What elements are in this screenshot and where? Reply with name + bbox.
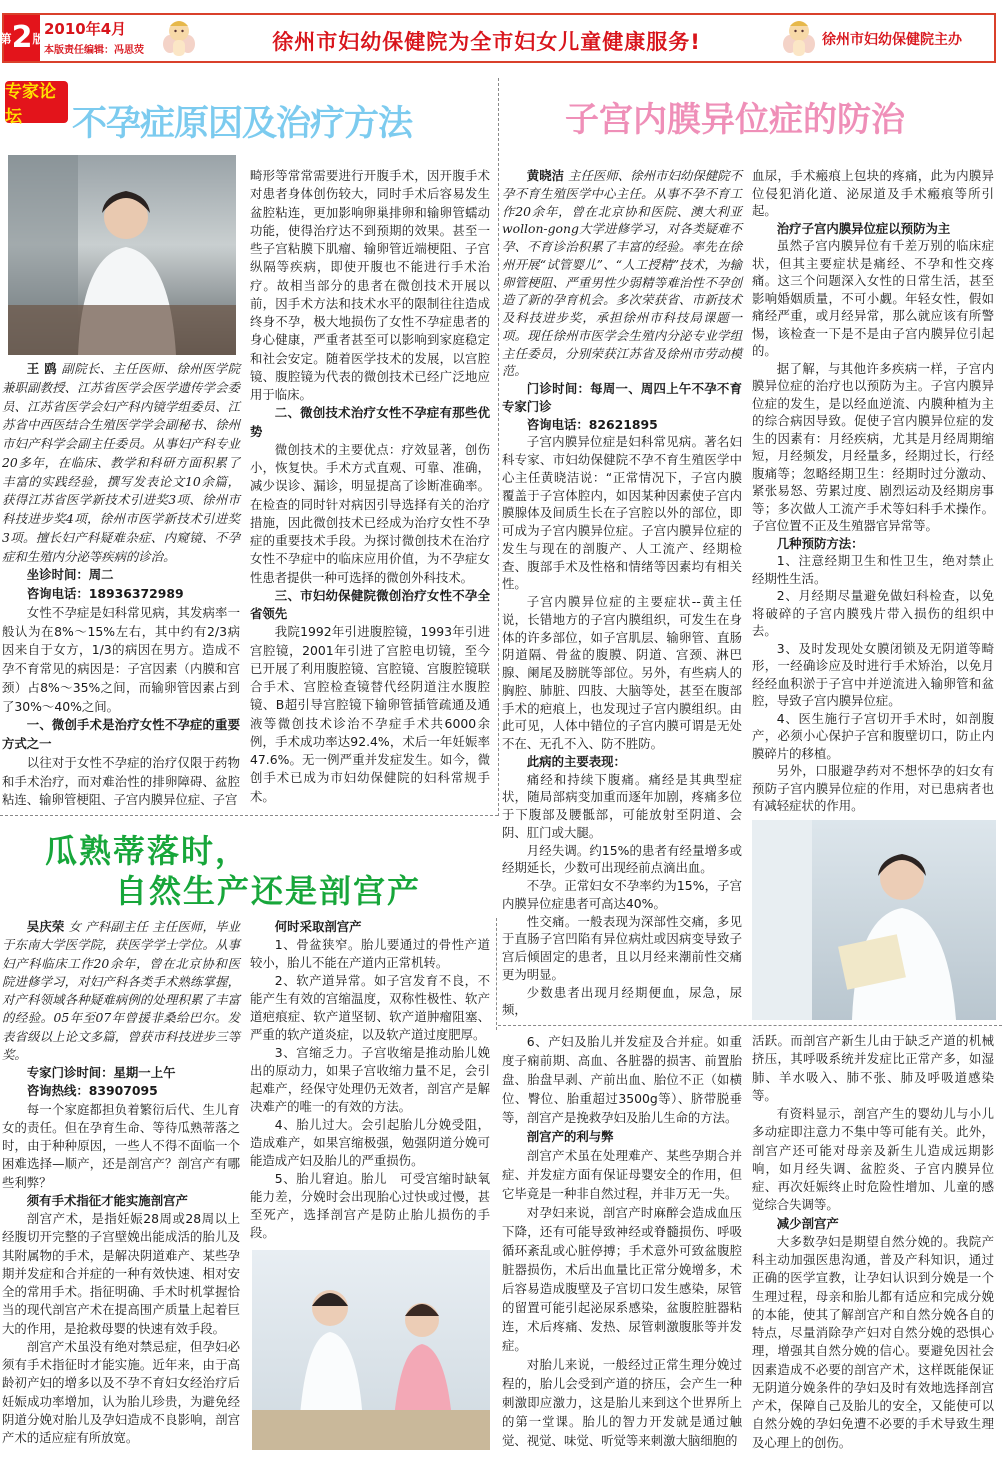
paragraph [2, 754, 240, 810]
paragraph-text: 我院1992年引进腹腔镜，1993年引进宫腔镜，2001年引进了宫腔电切镜，至今已开展了利用腹腔镜、宫腔镜、宫腹腔镜联合手术、宫腔检查镜替代经阴道注水腹腔镜、B超引导宫腔镜下输卵管插管疏通及通液等微创技术诊治不孕症手术共6000余例，手术成功率达92.4%，术后一年妊娠率47.6%。无一例严重并发症发生。如今，微创手术已成为市妇幼保健院的妇科常规手术。 [250, 624, 490, 804]
paragraph [250, 1116, 490, 1170]
paragraph [752, 360, 994, 535]
paragraph-text: 血尿，手术瘢痕上包块的疼痛，此为内膜异位侵犯消化道、泌尿道及手术瘢痕等所引起。 [752, 168, 994, 218]
paragraph-text: 专家门诊时间：星期一上午 [26, 1065, 176, 1080]
paragraph-text: 副院长、主任医师、徐州医学院兼职副教授、江苏省医学会医学遗传学会委员、江苏省医学会妇产科内镜学组委员、江苏省中西医结合生殖医学学会副秘书、徐州市妇产科学会副主任委员。从事妇产科专业20多年，在临床、教学和科研方面积累了丰富的实践经验，撰写发表论文10余篇，获得江苏省医学新技术引进奖3项、徐州市科技进步奖4项，徐州市医学新技术引进奖3项。擅长妇产科疑难杂症、内窥镜、不孕症和生殖内分泌等疾病的诊治。 [2, 361, 240, 564]
paragraph [502, 593, 742, 753]
paragraph [752, 1233, 994, 1452]
angel-icon [782, 16, 816, 60]
paragraph-text: 3、宫缩乏力。子宫收缩是推动胎儿娩出的原动力，如果子宫收缩力量不足，会引起难产，经保守处理仍无效者，剖宫产是解决难产的唯一的有效的方法。 [250, 1045, 490, 1114]
doctor-bio [2, 360, 240, 566]
edition-prefix: 第 [0, 31, 12, 46]
paragraph [502, 984, 742, 1020]
paragraph-text: 子宫内膜异位症是妇科常见病。著名妇科专家、市妇幼保健院不孕不育生殖医学中心主任黄晓洁说：“正常情况下，子宫内膜覆盖于子宫体腔内，如因某种因素使子宫内膜腺体及间质生长在子宫腔以外的部位，即可成为子宫内膜异位症。子宫内膜异位症的发生与现在的剖腹产、人工流产、经期检查、腹部手术及性格和情绪等因素均有相关性。 [502, 434, 742, 592]
paragraph-text: 少数患者出现月经期便血，尿急，尿频， [502, 984, 742, 1018]
contact-info [2, 585, 240, 604]
paragraph [2, 1210, 240, 1338]
contact-info [2, 566, 240, 585]
contact-info [2, 1064, 240, 1082]
column-divider [498, 78, 499, 816]
section-heading [752, 535, 994, 553]
paragraph-text: 二、微创技术治疗女性不孕症有那些优势 [250, 405, 490, 439]
contact-info [502, 416, 742, 434]
paragraph [502, 433, 742, 593]
paragraph [502, 771, 742, 842]
paragraph-text: 另外，口服避孕药对不想怀孕的妇女有预防子宫内膜异位症的作用，对已患病者也有减轻症状的作用。 [752, 763, 994, 813]
paragraph-text: 剖宫产术，是指妊娠28周或28周以上经腹切开完整的子宫壁娩出能成活的胎儿及其附属物的手术，是解决阴道难产、某些孕期并发症和合并症的一种有效快速、相对安全的常用手术。指征明确、手术时机掌握恰当的现代剖宫产术在提高围产质量上起着巨大的作用，是抢救母婴的快速有效手段。 [2, 1211, 240, 1336]
article-column [250, 918, 490, 1242]
angel-icon [162, 16, 196, 60]
paragraph-text: 月经失调。约15%的患者有经量增多或经期延长，少数可出现经前点滴出血。 [502, 842, 742, 876]
paragraph-text: 咨询电话：18936372989 [26, 586, 184, 601]
paragraph [502, 842, 742, 878]
paragraph-text: 坐诊时间：周二 [26, 567, 114, 583]
paragraph-text: 门诊时间：每周一、周四上午不孕不育专家门诊 [502, 381, 742, 414]
article-title-cesarean-line1: 瓜熟蒂落时， [45, 832, 250, 870]
paragraph [752, 1105, 994, 1215]
paragraph-text: 2、软产道异常。如子宫发育不良，不能产生有效的宫缩温度，双称性极性、软产道疤痕症、软产道坚韧、软产道肿瘤阻塞、严重的软产道炎症，以及软产道过度肥厚。 [250, 973, 490, 1042]
paragraph-text: 每一个家庭都担负着繁衍后代、生儿育女的责任。但在孕育生命、等待瓜熟蒂落之时，由于种种原因，一些人不得不面临一个困难选择—顺产，还是剖宫产？剖宫产有哪些利弊？ [2, 1101, 240, 1190]
paragraph [250, 972, 490, 1044]
paragraph-text: 女性不孕症是妇科常见病，其发病率一般认为在8%～15%左右，其中约有2/3病因来自于女方，1/3的病因在男方。造成不孕不育常见的病因是：子宫因素（内膜和宫颈）占8%～35%之间，而输卵管因素占到了30%～40%之间。 [2, 604, 240, 714]
paragraph-text: 1、注意经期卫生和性卫生，绝对禁止经期性生活。 [752, 553, 994, 586]
paragraph-text: 4、胎儿过大。会引起胎儿分娩受阻，造成难产，如果宫缩极强，勉强阴道分娩可能造成产妇及胎儿的严重损伤。 [250, 1117, 490, 1168]
section-heading [250, 918, 490, 936]
article-column [2, 918, 240, 1447]
masthead [2, 13, 996, 63]
article-title-endometriosis: 子宫内膜异位症的防治 [565, 100, 905, 140]
paragraph-text: 6、产妇及胎儿并发症及合并症。如重度子痫前期、高血、各脏器的损害、前置胎盘、胎盘早剥、产前出血、胎位不正（如横位、臀位、胎重超过3500g等）、脐带脱垂等，剖宫产是挽救孕妇及胎儿生命的方法。 [502, 1034, 742, 1125]
paragraph-text: 虽然子宫内膜异位有千差万别的临床症状，但其主要症状是痛经、不孕和性交疼痛。这三个问题深入女性的日常生活，甚至影响婚姻质量，不可小觑。年轻女性，假如痛经严重，或月经异常，那么就应该有所警惕，该检查一下是不是由子宫内膜异位引起的。 [752, 238, 994, 358]
paragraph-text: 不孕。正常妇女不孕率约为15%，子宫内膜异位症患者可高达40%。 [502, 878, 742, 911]
paragraph [502, 913, 742, 984]
paragraph [752, 237, 994, 360]
section-heading [502, 753, 742, 771]
edition-suffix: 版 [32, 31, 45, 46]
paragraph [502, 1032, 742, 1127]
article-column [502, 167, 742, 1019]
paragraph [752, 552, 994, 587]
article-column [250, 167, 490, 806]
paragraph [752, 1032, 994, 1105]
doctor-name: 王 鸥 [26, 361, 58, 376]
section-heading [2, 1192, 240, 1210]
paragraph-text: 对胎儿来说，一般经过正常生理分娩过程的，胎儿会受到产道的挤压，会产生一种刺激即应激力，这是胎儿来到这个世界所上的第一堂课。胎儿的智力开发就是通过触觉、视觉、味觉、听觉等来刺激大脑细胞的 [502, 1357, 742, 1448]
paragraph-text: 微创技术的主要优点：疗效显著，创伤小，恢复快。手术方式直观、可靠、准确，减少误诊、漏诊，明显提高了诊断准确率。在检查的同时针对病因引导选择有关的治疗措施，因此微创技术已经成为治疗女性不孕症的重要技术手段。为探讨微创技术在治疗女性不孕症中的临床应用价值，为不孕症女性患者提供一种可选择的微创外科技术。 [250, 441, 490, 585]
paragraph-text: 咨询热线：83907095 [26, 1083, 158, 1099]
section-divider [0, 815, 498, 816]
paragraph-text: 此病的主要表现： [526, 753, 626, 769]
paragraph-text: 何时采取剖宫产 [274, 919, 362, 934]
paragraph-text: 对孕妇来说，剖宫产时麻醉会造成血压下降，还有可能导致神经或脊髓损伤、呼吸循环紊乱或心脏停搏；手术意外可致盆腹腔脏器损伤，术后出血量比正常分娩增多，术后容易造成腹壁及子宫切口发生感染，尿管的留置可能引起泌尿系感染，盆腹腔脏器粘连，术后疼痛、发热、尿管刺激腹胀等并发症。 [502, 1205, 742, 1353]
contact-info [502, 380, 742, 416]
paragraph-text: 剖宫产的利与弊 [526, 1129, 614, 1144]
contact-info [2, 1082, 240, 1100]
paragraph [752, 762, 994, 815]
paragraph [2, 1101, 240, 1192]
paragraph [2, 604, 240, 717]
section-heading [250, 587, 490, 624]
paragraph-text: 性交痛。一般表现为深部性交痛，多见于直肠子宫凹陷有异位病灶或因病变导致子宫后倾固定的患者，且以月经来潮前性交痛更为明显。 [502, 913, 742, 982]
article-column [752, 167, 994, 815]
article-column [752, 1032, 994, 1452]
paragraph-text: 2、月经期尽量避免做妇科检查，以免将破碎的子宫内膜残片带入损伤的组织中去。 [752, 588, 994, 638]
paragraph-text: 须有手术指征才能实施剖宫产 [26, 1192, 188, 1208]
paragraph-text: 3、及时发现处女膜闭锁及无阴道等畸形，一经确诊应及时进行手术矫治，以免月经经血积淤于子宫中并逆流进入输卵管和盆腔，导致子宫内膜异位症。 [752, 640, 994, 708]
article-title-cesarean-line2: 自然生产还是剖宫产 [115, 872, 422, 910]
section-badge: 专家论坛 [5, 81, 68, 123]
paragraph [250, 1044, 490, 1116]
paragraph-text: 据了解，与其他许多疾病一样，子宫内膜异位症的治疗也以预防为主。子宫内膜异位症的发生，是以经血逆流、内膜种植为主的综合病因导致。促使子宫内膜异位症的发生的因素有：月经疾病，尤其是月经周期缩短，月经频发，月经量多，经期过长，行经腹痛等；忽略经期卫生：经期时过分激动、紧张易怒、劳累过度、剧烈运动及经期房事等；多次做人工流产手术等妇科手术操作。子宫位置不正及生殖器官异常等。 [752, 360, 994, 533]
paragraph [502, 877, 742, 913]
paragraph-text: 以往对于女性不孕症的治疗仅限于药物和手术治疗，而对难治性的排卵障碍、盆腔粘连、输卵管梗阻、子宫内膜异位症、子宫 [2, 754, 240, 808]
section-heading [502, 1127, 742, 1146]
article-column [2, 360, 240, 810]
doctor-name: 吴庆荣 [26, 919, 65, 934]
consultation-photo [252, 1250, 490, 1450]
page-editor: 本版责任编辑：冯思荧 [44, 45, 144, 56]
paragraph-text: 1、骨盆狭窄。胎儿要通过的骨性产道较小，胎儿不能在产道内正常机转。 [250, 937, 490, 970]
paragraph-text: 活跃。而剖宫产新生儿由于缺乏产道的机械挤压，其呼吸系统并发症比正常产多，如湿肺、羊水吸入、肺不张、肺及呼吸道感染等。 [752, 1033, 994, 1103]
paragraph [752, 167, 994, 220]
paragraph [752, 587, 994, 640]
paragraph-text: 咨询电话：82621895 [526, 416, 658, 432]
section-heading [752, 1215, 994, 1233]
article-column [502, 1032, 742, 1450]
paragraph [502, 1355, 742, 1450]
paragraph-text: 三、市妇幼保健院微创治疗女性不孕全省领先 [250, 587, 490, 621]
section-heading [752, 220, 994, 238]
edition-badge [0, 15, 45, 61]
doctor-bio [502, 167, 742, 380]
doctor-bio [2, 918, 240, 1064]
doctor-photo-huang [752, 820, 996, 1020]
paragraph-text: 女 产科副主任 主任医师，毕业于东南大学医学院，获医学学士学位。从事妇产科临床工作20余年，曾在北京协和医院进修学习，对妇产科各类手术熟练掌握，对产科领域各种疑难病例的处理积累了丰富的经验。05年至07年曾援非桑给巴尔。发表省级以上论文多篇，曾获市科技进步三等奖。 [2, 919, 240, 1062]
paragraph-text: 剖宫产术虽没有绝对禁忌症，但孕妇必须有手术指征时才能实施。近年来，由于高龄初产妇的增多以及不孕不育妇女经治疗后妊娠成功率增加，认为胎儿珍贵，为避免经阴道分娩对胎儿及孕妇造成不良影响，剖宫产术的适应症有所放宽。 [2, 1338, 240, 1445]
paragraph-text: 大多数孕妇是期望自然分娩的。我院产科主动加强医患沟通，普及产科知识，通过正确的医学宣教，让孕妇认识到分娩是一个生理过程，母亲和胎儿都有适应和完成分娩的本能，使其了解剖宫产和自然分娩各自的特点，尽量消除孕产妇对自然分娩的恐惧心理，增强其自然分娩的信心。要避免因社会因素造成不必要的剖宫产术，这样既能保证无阴道分娩条件的孕妇及时有效地选择剖宫产术，保障自己及胎儿的安全，又能使可以自然分娩的孕妇免遭不必要的手术导致生理及心理上的创伤。 [752, 1233, 994, 1450]
section-heading [2, 716, 240, 754]
paragraph [250, 936, 490, 972]
paragraph-text: 治疗子宫内膜异位症以预防为主 [776, 220, 951, 236]
section-divider [498, 1025, 1002, 1026]
sponsor-text: 徐州市妇幼保健院主办 [822, 32, 962, 48]
paragraph [502, 1203, 742, 1355]
paragraph-text: 主任医师、徐州市妇幼保健院不孕不育生殖医学中心主任。从事不孕不育工作20余年，曾在北京协和医院、澳大利亚wollon-gong大学进修学习，对各类疑难不孕、不育诊治积累了丰富的经验。率先在徐州开展“试管婴儿”、“人工授精”技术，为输卵管梗阻、严重男性少弱精等难治性不孕创造了新的孕育机会。多次荣获省、市新技术及科技进步奖，承担徐州市科技局课题一项。现任徐州市医学会生殖内分泌专业学组主任委员，分别荣获江苏省及徐州市劳动模范。 [502, 168, 742, 379]
paragraph [250, 623, 490, 806]
paragraph-text: 减少剖宫产 [776, 1215, 839, 1231]
doctor-name: 黄晓洁 [526, 168, 565, 183]
paragraph-text: 子宫内膜异位症的主要症状--黄主任说，长错地方的子宫内膜组织，可发生在身体的许多部位，如子宫肌层、输卵管、直肠阴道隔、骨盆的腹膜、阴道、宫颈、淋巴腺、阑尾及膀胱等部位。另外，有些病人的胸腔、肺脏、四肢、大脑等处，甚至在腹部手术的疤痕上，也发现过子宫内膜组织。由此可见，人体中错位的子宫内膜可谓是无处不在、无孔不入、防不胜防。 [502, 594, 742, 751]
section-heading [250, 404, 490, 441]
issue-date: 2010年4月 [44, 20, 127, 38]
paragraph [502, 1146, 742, 1203]
column-divider [496, 918, 497, 1030]
paragraph-text: 痛经和持续下腹痛。痛经是其典型症状，随局部病变加重而逐年加剧，疼痛多位于下腹部及腰骶部，可能放射至阴道、会阴、肛门或大腿。 [502, 771, 742, 840]
paragraph-text: 有资料显示，剖宫产生的婴幼儿与小儿多动症即注意力不集中等可能有关。此外，剖宫产还可能对母亲及新生儿造成远期影响，如月经失调、盆腔炎、子宫内膜异位症、再次妊娠终止时危险性增加、儿童的感觉综合失调等。 [752, 1106, 994, 1213]
paragraph-text: 一、微创手术是治疗女性不孕症的重要方式之一 [2, 717, 240, 751]
paragraph-text: 5、胎儿窘迫。胎儿 可受宫缩时缺氧能力差，分娩时会出现胎心过快或过慢，甚至死产，选择剖宫产是防止胎儿损伤的手段。 [250, 1171, 490, 1240]
paragraph-text: 几种预防方法： [776, 535, 864, 551]
article-title-infertility: 不孕症原因及治疗方法 [72, 104, 413, 144]
paragraph [250, 167, 490, 404]
paragraph [2, 1338, 240, 1448]
paragraph-text: 剖宫产术虽在处理难产、某些孕期合并症、并发症方面有保证母婴安全的作用，但它毕竟是一种非自然过程，并非万无一失。 [502, 1148, 742, 1201]
paragraph [752, 710, 994, 763]
doctor-photo-wang [8, 155, 236, 355]
paragraph-text: 畸形等常常需要进行开腹手术，因开腹手术对患者身体创伤较大，同时手术后容易发生盆腔粘连，更加影响卵巢排卵和输卵管蠕动功能，使得治疗达不到预期的效果。甚至一些子宫粘膜下肌瘤、输卵管近端梗阻、子宫纵隔等疾病，即使开腹也不能进行手术治疗。故相当部分的患者在微创技术开展以前，因手术方法和技术水平的限制往往造成终身不孕，极大地损伤了女性不孕症患者的身心健康，严重者甚至可以影响到家庭稳定和社会安定。随着医学技术的发展，以宫腔镜、腹腔镜为代表的微创技术已经广泛地应用于临床。 [250, 168, 490, 402]
paragraph [250, 1170, 490, 1242]
slogan: 徐州市妇幼保健院为全市妇女儿童健康服务! [272, 30, 701, 54]
edition-number: 2 [11, 20, 33, 55]
paragraph [752, 640, 994, 710]
paragraph-text: 4、医生施行子宫切开手术时，如剖腹产，必须小心保护子宫和腹壁切口，防止内膜碎片的移植。 [752, 710, 994, 761]
paragraph [250, 441, 490, 587]
